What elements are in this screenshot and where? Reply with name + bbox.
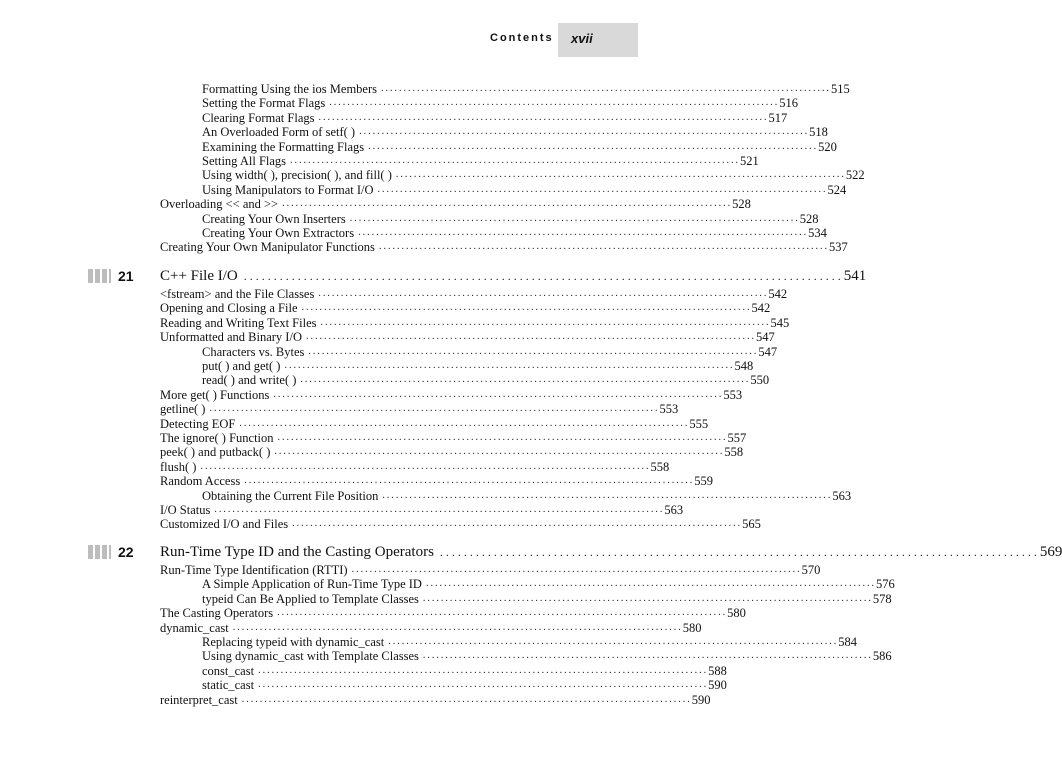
- dot-leader: ....................................................................................................: [439, 545, 1040, 559]
- toc-entry-page: 542: [751, 301, 771, 316]
- dot-leader: ....................................................................................................: [282, 198, 733, 210]
- toc-entry-page: 528: [799, 211, 819, 226]
- toc-entry[interactable]: [160, 563, 821, 577]
- chapter-bars-icon: [88, 545, 112, 559]
- toc-entry[interactable]: [160, 387, 743, 402]
- dot-leader: ....................................................................................................: [320, 316, 771, 328]
- toc-entry-title: Creating Your Own Inserters: [202, 211, 346, 226]
- toc-entry-title: Creating Your Own Extractors: [202, 226, 355, 240]
- dot-leader: ....................................................................................................: [290, 155, 741, 166]
- toc-entry[interactable]: [160, 240, 848, 255]
- dot-leader: ....................................................................................................: [273, 388, 724, 400]
- dot-leader: ....................................................................................................: [318, 288, 769, 299]
- toc-entry-title: Obtaining the Current File Position: [202, 488, 379, 503]
- toc-entry-title: A Simple Application of Run-Time Type ID: [202, 577, 422, 592]
- chapter-line: [160, 268, 867, 285]
- toc-entry-page: 588: [708, 663, 727, 678]
- dot-leader: ....................................................................................................: [351, 564, 802, 575]
- toc-entry-title: Overloading << and >>: [160, 197, 279, 212]
- chapter-title: C++ File I/O: [160, 268, 238, 284]
- toc-entry-title: <fstream> and the File Classes: [160, 287, 315, 301]
- toc-entry[interactable]: [202, 96, 799, 111]
- toc-entry-title: Formatting Using the ios Members: [202, 82, 377, 96]
- toc-entry-page: 548: [734, 359, 754, 373]
- dot-leader: ....................................................................................................: [318, 111, 769, 123]
- dot-leader: ....................................................................................................: [388, 636, 839, 647]
- toc-entry-title: The Casting Operators: [160, 606, 274, 621]
- toc-entry-title: Detecting EOF: [160, 416, 236, 431]
- dot-leader: ....................................................................................................: [214, 504, 665, 515]
- toc-entry[interactable]: [160, 402, 679, 417]
- toc-entry[interactable]: [202, 488, 852, 503]
- dot-leader: ....................................................................................................: [241, 693, 692, 705]
- toc-entry[interactable]: [202, 82, 850, 96]
- toc-entry-page: 586: [872, 649, 892, 664]
- toc-entry[interactable]: [202, 373, 770, 388]
- dot-leader: ....................................................................................................: [209, 403, 660, 415]
- toc-entry-page: 580: [682, 620, 702, 635]
- toc-entry-title: Reading and Writing Text Files: [160, 315, 317, 330]
- dot-leader: ....................................................................................................: [368, 140, 819, 152]
- chapter-number: 22: [118, 544, 134, 560]
- toc-entry-title: Creating Your Own Manipulator Functions: [160, 240, 375, 255]
- chapter-title: Run-Time Type ID and the Casting Operators: [160, 544, 434, 560]
- toc-entry-title: Setting All Flags: [202, 154, 287, 168]
- toc-entry-title: Run-Time Type Identification (RTTI): [160, 563, 348, 577]
- dot-leader: ....................................................................................................: [425, 578, 876, 590]
- toc-entry-title: typeid Can Be Applied to Template Classes: [202, 591, 419, 606]
- toc-entry-page: 563: [832, 488, 852, 503]
- dot-leader: ....................................................................................................: [300, 374, 751, 386]
- toc-entry-page: 590: [691, 692, 711, 707]
- toc-entry[interactable]: [202, 591, 892, 606]
- dot-leader: ....................................................................................................: [258, 664, 709, 676]
- dot-leader: ....................................................................................................: [377, 183, 828, 195]
- dot-leader: ....................................................................................................: [349, 212, 800, 224]
- toc-entry-page: 520: [818, 139, 837, 154]
- dot-leader: ....................................................................................................: [359, 126, 810, 138]
- chapter-heading[interactable]: [0, 544, 1062, 562]
- dot-leader: ....................................................................................................: [232, 621, 683, 633]
- dot-leader: ....................................................................................................: [358, 227, 809, 238]
- toc-entry-title: An Overloaded Form of setf( ): [202, 125, 356, 140]
- toc-entry-title: Setting the Format Flags: [202, 96, 326, 111]
- toc-entry[interactable]: [202, 139, 837, 154]
- toc-entry-title: flush( ): [160, 459, 197, 474]
- toc-entry-title: Clearing Format Flags: [202, 110, 315, 125]
- toc-entry[interactable]: [160, 503, 684, 517]
- toc-entry[interactable]: [160, 459, 670, 474]
- toc-entry[interactable]: [160, 692, 711, 707]
- chapter-number: 21: [118, 268, 134, 284]
- toc-entry-page: 537: [828, 240, 848, 255]
- dot-leader: ....................................................................................................: [292, 518, 743, 530]
- toc-entry[interactable]: [160, 287, 788, 301]
- toc-entry[interactable]: [202, 359, 754, 373]
- toc-entry-title: read( ) and write( ): [202, 373, 297, 388]
- chapter-page: 569: [1039, 544, 1062, 560]
- toc-entry-page: 570: [801, 563, 821, 577]
- toc-entry[interactable]: [202, 125, 828, 140]
- toc-entry-page: 517: [768, 110, 788, 125]
- toc-entry-title: Using dynamic_cast with Template Classes: [202, 649, 419, 664]
- dot-leader: ....................................................................................................: [329, 97, 780, 109]
- toc-entry[interactable]: [202, 168, 865, 183]
- toc-entry-title: Customized I/O and Files: [160, 517, 289, 532]
- toc-entry-page: 559: [694, 474, 713, 489]
- toc-entry-page: 524: [827, 182, 847, 197]
- toc-entry-page: 521: [740, 154, 759, 168]
- dot-leader: ....................................................................................................: [277, 432, 728, 443]
- dot-leader: ....................................................................................................: [243, 269, 844, 283]
- toc-entry[interactable]: [202, 182, 847, 197]
- dot-leader: ....................................................................................................: [395, 169, 846, 181]
- toc-entry-title: Using width( ), precision( ), and fill( ): [202, 168, 392, 183]
- dot-leader: ....................................................................................................: [200, 460, 651, 472]
- toc-entry-page: 584: [838, 635, 857, 649]
- toc-entry[interactable]: [202, 226, 827, 240]
- dot-leader: ....................................................................................................: [274, 446, 725, 458]
- dot-leader: ....................................................................................................: [378, 241, 829, 253]
- toc-entry[interactable]: [202, 154, 759, 168]
- toc-entry[interactable]: [160, 330, 775, 345]
- toc-entry[interactable]: [160, 445, 744, 460]
- chapter-bars-icon: [88, 269, 112, 283]
- dot-leader: ....................................................................................................: [382, 489, 833, 501]
- toc-entry[interactable]: [202, 110, 788, 125]
- toc-entry[interactable]: [160, 620, 702, 635]
- toc-entry[interactable]: [160, 431, 747, 445]
- toc-entry[interactable]: [160, 315, 790, 330]
- toc-entry-page: 563: [664, 503, 684, 517]
- toc-entry-page: 565: [742, 517, 761, 532]
- toc-entry-page: 534: [808, 226, 827, 240]
- toc-entry-title: More get( ) Functions: [160, 387, 270, 402]
- toc-entry[interactable]: [160, 301, 771, 316]
- toc-entry-title: Unformatted and Binary I/O: [160, 330, 302, 345]
- toc-entry-title: dynamic_cast: [160, 620, 229, 635]
- toc-entry-page: 542: [768, 287, 788, 301]
- chapter-line: [160, 544, 1062, 561]
- dot-leader: ....................................................................................................: [422, 650, 873, 662]
- toc-entry-title: Random Access: [160, 474, 241, 489]
- toc-entry-title: Characters vs. Bytes: [202, 344, 305, 359]
- toc-entry-page: 547: [755, 330, 775, 345]
- dot-leader: ....................................................................................................: [244, 475, 695, 487]
- dot-leader: ....................................................................................................: [258, 679, 709, 691]
- toc-entry-page: 557: [727, 431, 747, 445]
- toc-entry[interactable]: [202, 663, 727, 678]
- toc-entry-page: 522: [845, 168, 865, 183]
- toc-entry-page: 553: [659, 402, 679, 417]
- toc-entry[interactable]: [160, 606, 746, 621]
- chapter-heading[interactable]: [0, 268, 867, 286]
- toc-entry-title: Using Manipulators to Format I/O: [202, 182, 374, 197]
- toc-entry-page: 516: [779, 96, 799, 111]
- dot-leader: ....................................................................................................: [422, 592, 873, 604]
- dot-leader: ....................................................................................................: [305, 331, 756, 343]
- dot-leader: ....................................................................................................: [239, 417, 690, 429]
- toc-entry-title: The ignore( ) Function: [160, 431, 274, 445]
- header-tab: [558, 23, 638, 57]
- toc-entry[interactable]: [202, 678, 727, 693]
- dot-leader: ....................................................................................................: [301, 302, 752, 314]
- toc-entry[interactable]: [160, 416, 709, 431]
- toc-entry-page: 528: [732, 197, 751, 212]
- toc-entry[interactable]: [202, 649, 892, 664]
- header-section-label: Contents: [490, 32, 554, 44]
- dot-leader: ....................................................................................................: [308, 345, 759, 357]
- toc-entry-page: 547: [758, 344, 778, 359]
- toc-entry-page: 558: [650, 459, 670, 474]
- header-page-number: xvii: [571, 31, 593, 46]
- chapter-page: 541: [843, 268, 867, 284]
- toc-entry-page: 578: [872, 591, 892, 606]
- toc-entry-page: 558: [724, 445, 744, 460]
- toc-entry-page: 545: [770, 315, 790, 330]
- toc-entry[interactable]: [202, 344, 778, 359]
- dot-leader: ....................................................................................................: [277, 607, 728, 619]
- toc-entry-title: Opening and Closing a File: [160, 301, 298, 316]
- toc-entry-title: const_cast: [202, 663, 255, 678]
- toc-entry-title: Replacing typeid with dynamic_cast: [202, 635, 385, 649]
- toc-entry-page: 550: [750, 373, 770, 388]
- toc-entry-title: put( ) and get( ): [202, 359, 281, 373]
- toc-entry-page: 580: [727, 606, 746, 621]
- toc-entry-title: Examining the Formatting Flags: [202, 139, 365, 154]
- toc-entry-title: I/O Status: [160, 503, 211, 517]
- toc-entry-page: 576: [875, 577, 895, 592]
- toc-entry[interactable]: [202, 635, 857, 649]
- toc-entry[interactable]: [202, 211, 819, 226]
- toc-entry-page: 515: [831, 82, 850, 96]
- toc-entry-title: reinterpret_cast: [160, 692, 238, 707]
- dot-leader: ....................................................................................................: [381, 83, 831, 94]
- toc-entry-page: 590: [708, 678, 727, 693]
- toc-entry[interactable]: [202, 577, 895, 592]
- toc-entry-page: 518: [809, 125, 828, 140]
- toc-entry-title: peek( ) and putback( ): [160, 445, 271, 460]
- dot-leader: ....................................................................................................: [284, 360, 735, 371]
- toc-entry[interactable]: [160, 474, 713, 489]
- toc-entry-title: static_cast: [202, 678, 255, 693]
- toc-entry-page: 553: [723, 387, 743, 402]
- toc-entry-title: getline( ): [160, 402, 206, 417]
- toc-entry-page: 555: [689, 416, 709, 431]
- toc-entry[interactable]: [160, 517, 761, 532]
- toc-entry[interactable]: [160, 197, 751, 212]
